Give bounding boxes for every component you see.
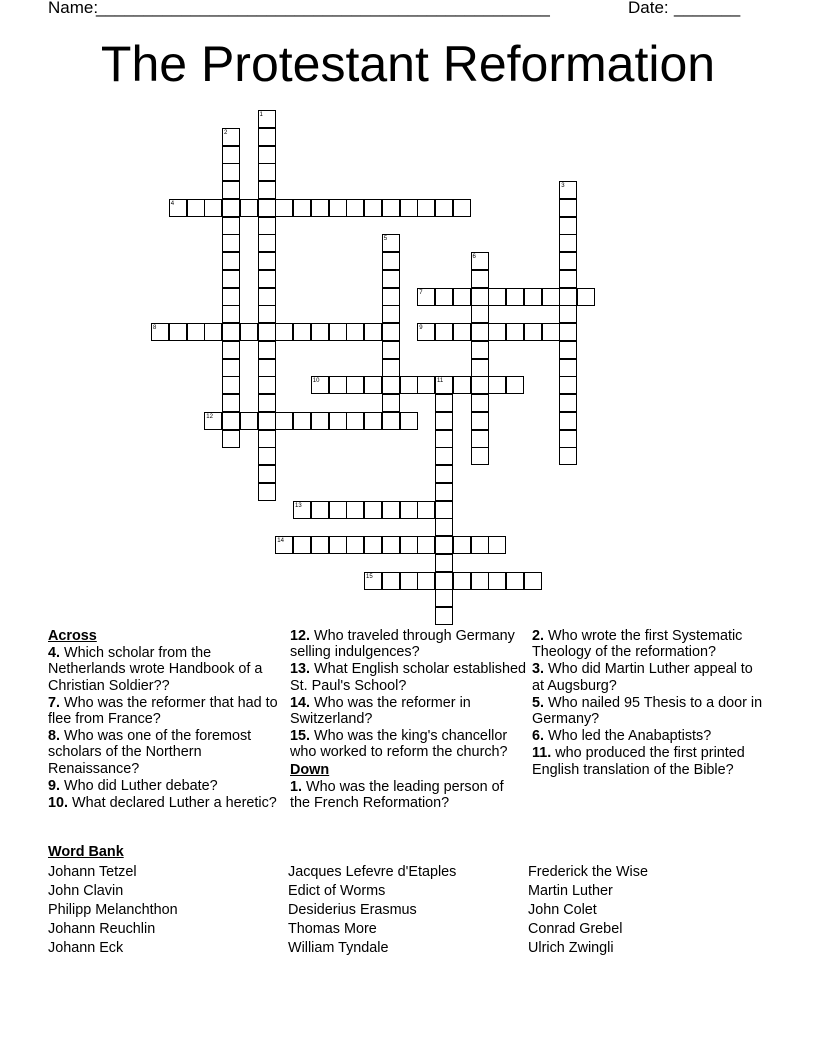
crossword-cell[interactable] — [488, 376, 506, 394]
clue-item — [290, 779, 526, 811]
crossword-cell[interactable] — [275, 323, 293, 341]
crossword-cell[interactable] — [435, 465, 453, 483]
clue-text: What declared Luther a heretic? — [68, 795, 277, 812]
clue-item — [290, 695, 526, 727]
word-bank-column-2 — [288, 863, 456, 958]
crossword-cell[interactable] — [258, 465, 276, 483]
crossword-cell[interactable] — [559, 270, 577, 288]
crossword-cell[interactable] — [382, 305, 400, 323]
crossword-cell[interactable] — [400, 536, 418, 554]
crossword-cell[interactable] — [275, 412, 293, 430]
crossword-cell[interactable] — [382, 572, 400, 590]
crossword-cell[interactable] — [364, 572, 382, 590]
clue-text: Who was the reformer in Switzerland? — [290, 694, 471, 728]
crossword-cell[interactable] — [222, 128, 240, 146]
across-heading: Across — [48, 628, 97, 644]
crossword-cell[interactable] — [559, 359, 577, 377]
crossword-cell[interactable] — [329, 376, 347, 394]
crossword-cell[interactable] — [471, 536, 489, 554]
crossword-cell[interactable] — [400, 376, 418, 394]
clue-text: Who wrote the first Systematic Theology of the reformation? — [532, 628, 743, 661]
clue-item — [290, 661, 526, 693]
crossword-cell[interactable] — [169, 323, 187, 341]
crossword-cell[interactable] — [471, 305, 489, 323]
word-bank-item: Johann Eck — [48, 940, 124, 956]
crossword-cell[interactable] — [471, 359, 489, 377]
crossword-cell[interactable] — [559, 252, 577, 270]
crossword-cell[interactable] — [559, 447, 577, 465]
crossword-cell[interactable] — [364, 412, 382, 430]
crossword-cell[interactable] — [488, 323, 506, 341]
crossword-cell[interactable] — [311, 323, 329, 341]
crossword-cell[interactable] — [435, 199, 453, 217]
cell-number: 14 — [277, 538, 284, 544]
clue-number: 9. — [48, 777, 61, 794]
word-bank-item: Jacques Lefevre d'Etaples — [288, 864, 457, 880]
crossword-cell[interactable] — [417, 199, 435, 217]
crossword-cell[interactable] — [382, 323, 400, 341]
crossword-cell[interactable] — [435, 501, 453, 519]
crossword-cell[interactable] — [471, 447, 489, 465]
crossword-cell[interactable] — [258, 376, 276, 394]
crossword-cell[interactable] — [400, 412, 418, 430]
crossword-cell[interactable] — [222, 181, 240, 199]
crossword-cell[interactable] — [435, 483, 453, 501]
crossword-cell[interactable] — [258, 323, 276, 341]
crossword-cell[interactable] — [417, 376, 435, 394]
clue-text: Who did Martin Luther appeal to at Augsburg? — [532, 661, 753, 694]
crossword-cell[interactable] — [258, 341, 276, 359]
clue-text: Who was the king's chancellor who worked to reform the church? — [290, 728, 508, 761]
word-bank-item: Ulrich Zwingli — [528, 940, 614, 956]
crossword-cell[interactable] — [311, 376, 329, 394]
clue-text: Who traveled through Germany selling indulgences? — [290, 628, 515, 661]
crossword-cell[interactable] — [222, 163, 240, 181]
crossword-cell[interactable] — [435, 589, 453, 607]
crossword-cell[interactable] — [417, 323, 435, 341]
crossword-cell[interactable] — [559, 217, 577, 235]
cell-number: 3 — [561, 183, 565, 189]
crossword-cell[interactable] — [258, 483, 276, 501]
clues-column-3 — [532, 628, 768, 779]
crossword-cell[interactable] — [559, 341, 577, 359]
crossword-cell[interactable] — [435, 447, 453, 465]
crossword-cell[interactable] — [506, 376, 524, 394]
crossword-cell[interactable] — [222, 376, 240, 394]
crossword-cell[interactable] — [471, 270, 489, 288]
crossword-cell[interactable] — [435, 607, 453, 625]
crossword-cell[interactable] — [382, 412, 400, 430]
word-bank-item: William Tyndale — [288, 940, 389, 956]
crossword-cell[interactable] — [559, 412, 577, 430]
crossword-cell[interactable] — [559, 430, 577, 448]
crossword-cell[interactable] — [364, 199, 382, 217]
crossword-cell[interactable] — [559, 199, 577, 217]
clue-text: Who was the leading person of the French Reformation? — [290, 778, 504, 812]
crossword-cell[interactable] — [400, 199, 418, 217]
down-heading: Down — [290, 761, 330, 778]
crossword-cell[interactable] — [204, 199, 222, 217]
crossword-cell[interactable] — [471, 252, 489, 270]
crossword-cell[interactable] — [417, 536, 435, 554]
crossword-cell[interactable] — [453, 572, 471, 590]
crossword-cell[interactable] — [222, 323, 240, 341]
clue-text: What English scholar established St. Paul's School? — [290, 661, 526, 694]
crossword-cell[interactable] — [222, 270, 240, 288]
crossword-cell[interactable] — [435, 394, 453, 412]
clue-item — [48, 695, 284, 727]
crossword-cell[interactable] — [346, 323, 364, 341]
cell-number: 6 — [472, 254, 476, 260]
crossword-cell[interactable] — [258, 163, 276, 181]
crossword-cell[interactable] — [222, 252, 240, 270]
crossword-cell[interactable] — [293, 501, 311, 519]
crossword-cell[interactable] — [506, 572, 524, 590]
crossword-cell[interactable] — [382, 501, 400, 519]
clue-text: who produced the first printed English translation of the Bible? — [532, 745, 745, 778]
crossword-cell[interactable] — [400, 501, 418, 519]
word-bank-item: Philipp Melanchthon — [48, 902, 178, 918]
clue-number: 11. — [532, 745, 552, 762]
clue-item — [290, 728, 526, 760]
crossword-cell[interactable] — [471, 288, 489, 306]
crossword-cell[interactable] — [258, 430, 276, 448]
clue-text: Who did Luther debate? — [60, 777, 218, 794]
clue-item — [48, 795, 284, 811]
crossword-cell[interactable] — [222, 394, 240, 412]
clue-text: Who was one of the foremost scholars of the Northern Renaissance? — [48, 728, 252, 777]
crossword-cell[interactable] — [222, 341, 240, 359]
clue-text: Who nailed 95 Thesis to a door in Germany? — [532, 694, 763, 728]
clue-item — [48, 728, 284, 777]
crossword-cell[interactable] — [506, 323, 524, 341]
crossword-cell[interactable] — [382, 252, 400, 270]
crossword-cell[interactable] — [542, 323, 560, 341]
cell-number: 9 — [419, 325, 423, 331]
crossword-cell[interactable] — [346, 501, 364, 519]
crossword-cell[interactable] — [329, 199, 347, 217]
crossword-cell[interactable] — [471, 323, 489, 341]
cell-number: 11 — [437, 378, 444, 385]
crossword-cell[interactable] — [435, 412, 453, 430]
crossword-cell[interactable] — [311, 501, 329, 519]
crossword-cell[interactable] — [329, 501, 347, 519]
clue-item — [48, 778, 284, 794]
crossword-cell[interactable] — [453, 288, 471, 306]
crossword-cell[interactable] — [311, 199, 329, 217]
crossword-cell[interactable] — [453, 323, 471, 341]
word-bank-column-3 — [528, 863, 648, 958]
cell-number: 2 — [224, 129, 228, 136]
crossword-cell[interactable] — [542, 288, 560, 306]
crossword-cell[interactable] — [471, 572, 489, 590]
crossword-cell[interactable] — [240, 323, 258, 341]
crossword-cell[interactable] — [258, 412, 276, 430]
crossword-cell[interactable] — [417, 288, 435, 306]
crossword-cell[interactable] — [524, 572, 542, 590]
crossword-cell[interactable] — [346, 376, 364, 394]
crossword-cell[interactable] — [559, 181, 577, 199]
word-bank-item: Desiderius Erasmus — [288, 902, 417, 918]
clue-item — [532, 728, 768, 744]
crossword-cell[interactable] — [329, 536, 347, 554]
crossword-cell[interactable] — [293, 412, 311, 430]
word-bank-item: Edict of Worms — [288, 883, 386, 899]
clues-column-2 — [290, 628, 526, 812]
name-line: ________________________________________________ — [96, 0, 550, 17]
crossword-cell[interactable] — [346, 536, 364, 554]
crossword-cell[interactable] — [435, 554, 453, 572]
crossword-cell[interactable] — [258, 110, 276, 128]
name-label: Name: — [48, 0, 99, 17]
crossword-cell[interactable] — [222, 199, 240, 217]
clue-item — [532, 661, 768, 693]
crossword-cell[interactable] — [364, 501, 382, 519]
crossword-cell[interactable] — [524, 323, 542, 341]
crossword-cell[interactable] — [258, 288, 276, 306]
clue-text: Which scholar from the Netherlands wrote Handbook of a Christian Soldier?? — [48, 645, 263, 694]
crossword-cell[interactable] — [435, 323, 453, 341]
clue-number: 8. — [48, 728, 61, 745]
crossword-cell[interactable] — [400, 572, 418, 590]
cell-number: 13 — [295, 502, 302, 509]
crossword-cell[interactable] — [488, 288, 506, 306]
cell-number: 5 — [383, 236, 388, 243]
word-bank-item: Johann Tetzel — [48, 864, 137, 880]
cell-number: 4 — [170, 200, 175, 207]
clue-item — [532, 628, 768, 660]
cell-number: 12 — [206, 413, 213, 420]
clue-number: 12. — [290, 628, 311, 644]
crossword-cell[interactable] — [329, 412, 347, 430]
clue-number: 13. — [290, 661, 311, 678]
crossword-cell[interactable] — [240, 412, 258, 430]
clue-number: 5. — [532, 694, 545, 711]
clue-item — [532, 745, 768, 777]
word-bank-title: Word Bank — [48, 844, 124, 860]
crossword-cell[interactable] — [346, 412, 364, 430]
crossword-cell[interactable] — [169, 199, 187, 217]
date-line: _______ — [674, 0, 741, 17]
crossword-cell[interactable] — [222, 234, 240, 252]
crossword-cell[interactable] — [187, 323, 205, 341]
crossword-cell[interactable] — [435, 536, 453, 554]
crossword-cell[interactable] — [506, 288, 524, 306]
crossword-cell[interactable] — [258, 181, 276, 199]
crossword-cell[interactable] — [258, 252, 276, 270]
crossword-cell[interactable] — [471, 412, 489, 430]
crossword-cell[interactable] — [258, 447, 276, 465]
crossword-cell[interactable] — [151, 323, 169, 341]
crossword-cell[interactable] — [435, 376, 453, 394]
crossword-cell[interactable] — [329, 323, 347, 341]
crossword-cell[interactable] — [311, 536, 329, 554]
clue-text: Who led the Anabaptists? — [544, 728, 712, 745]
clue-number: 10. — [48, 795, 69, 812]
crossword-cell[interactable] — [435, 288, 453, 306]
cell-number: 1 — [259, 112, 263, 118]
crossword-cell[interactable] — [559, 288, 577, 306]
crossword-cell[interactable] — [559, 234, 577, 252]
word-bank-item: Martin Luther — [528, 883, 613, 899]
word-bank-item: Thomas More — [288, 921, 377, 937]
clue-item — [532, 695, 768, 727]
crossword-cell[interactable] — [524, 288, 542, 306]
crossword-cell[interactable] — [364, 536, 382, 554]
clues-column-1 — [48, 628, 284, 812]
crossword-cell[interactable] — [364, 376, 382, 394]
page-title: The Protestant Reformation — [100, 36, 716, 92]
crossword-cell[interactable] — [258, 217, 276, 235]
clue-item — [48, 645, 284, 694]
crossword-cell[interactable] — [258, 359, 276, 377]
cell-number: 10 — [312, 378, 320, 385]
crossword-cell[interactable] — [453, 536, 471, 554]
crossword-cell[interactable] — [222, 359, 240, 377]
crossword-cell[interactable] — [275, 199, 293, 217]
clue-number: 1. — [290, 778, 303, 795]
clue-number: 14. — [290, 694, 311, 711]
crossword-cell[interactable] — [364, 323, 382, 341]
clue-number: 7. — [48, 694, 61, 711]
crossword-cell[interactable] — [258, 270, 276, 288]
crossword-cell[interactable] — [346, 199, 364, 217]
clue-number: 3. — [532, 661, 545, 678]
crossword-cell[interactable] — [453, 376, 471, 394]
crossword-cell[interactable] — [417, 501, 435, 519]
cell-number: 7 — [419, 289, 423, 296]
word-bank-item: Johann Reuchlin — [48, 921, 156, 937]
crossword-cell[interactable] — [382, 341, 400, 359]
crossword-cell[interactable] — [559, 376, 577, 394]
crossword-cell[interactable] — [488, 572, 506, 590]
crossword-cell[interactable] — [453, 199, 471, 217]
crossword-cell[interactable] — [187, 199, 205, 217]
crossword-cell[interactable] — [222, 146, 240, 164]
crossword-cell[interactable] — [258, 234, 276, 252]
crossword-cell[interactable] — [382, 270, 400, 288]
crossword-cell[interactable] — [293, 323, 311, 341]
crossword-cell[interactable] — [382, 199, 400, 217]
crossword-cell[interactable] — [293, 536, 311, 554]
clue-number: 6. — [532, 728, 545, 745]
crossword-cell[interactable] — [275, 536, 293, 554]
crossword-cell[interactable] — [204, 323, 222, 341]
crossword-cell[interactable] — [222, 305, 240, 323]
crossword-cell[interactable] — [222, 412, 240, 430]
word-bank-item: Conrad Grebel — [528, 921, 623, 937]
crossword-cell[interactable] — [471, 376, 489, 394]
crossword-cell[interactable] — [559, 394, 577, 412]
crossword-cell[interactable] — [382, 288, 400, 306]
crossword-cell[interactable] — [258, 394, 276, 412]
crossword-cell[interactable] — [382, 536, 400, 554]
crossword-cell[interactable] — [577, 288, 595, 306]
crossword-cell[interactable] — [222, 217, 240, 235]
crossword-cell[interactable] — [382, 376, 400, 394]
crossword-cell[interactable] — [435, 518, 453, 536]
word-bank-item: Frederick the Wise — [528, 864, 648, 880]
crossword-cell[interactable] — [417, 572, 435, 590]
crossword-cell[interactable] — [222, 288, 240, 306]
cell-number: 8 — [153, 325, 157, 331]
word-bank-item: John Colet — [528, 902, 597, 918]
clue-number: 15. — [290, 728, 311, 745]
clue-text: Who was the reformer that had to flee from France? — [48, 694, 278, 728]
crossword-cell[interactable] — [471, 341, 489, 359]
crossword-cell[interactable] — [435, 430, 453, 448]
word-bank-item: John Clavin — [48, 883, 124, 899]
crossword-cell[interactable] — [222, 430, 240, 448]
crossword-cell[interactable] — [382, 359, 400, 377]
date-label: Date: — [628, 0, 669, 17]
crossword-cell[interactable] — [488, 536, 506, 554]
crossword-cell[interactable] — [258, 199, 276, 217]
crossword-cell[interactable] — [471, 394, 489, 412]
clue-item — [290, 628, 526, 660]
word-bank-column-1 — [48, 863, 178, 958]
crossword-cell[interactable] — [559, 323, 577, 341]
crossword-cell[interactable] — [382, 394, 400, 412]
crossword-cell[interactable] — [471, 430, 489, 448]
crossword-cell[interactable] — [311, 412, 329, 430]
clue-number: 4. — [48, 645, 61, 662]
crossword-cell[interactable] — [258, 146, 276, 164]
crossword-cell[interactable] — [559, 305, 577, 323]
crossword-cell[interactable] — [258, 128, 276, 146]
crossword-cell[interactable] — [258, 305, 276, 323]
crossword-cell[interactable] — [435, 572, 453, 590]
clue-number: 2. — [532, 628, 545, 644]
cell-number: 15 — [366, 573, 373, 580]
crossword-cell[interactable] — [204, 412, 222, 430]
crossword-cell[interactable] — [240, 199, 258, 217]
crossword-cell[interactable] — [382, 234, 400, 252]
crossword-cell[interactable] — [293, 199, 311, 217]
